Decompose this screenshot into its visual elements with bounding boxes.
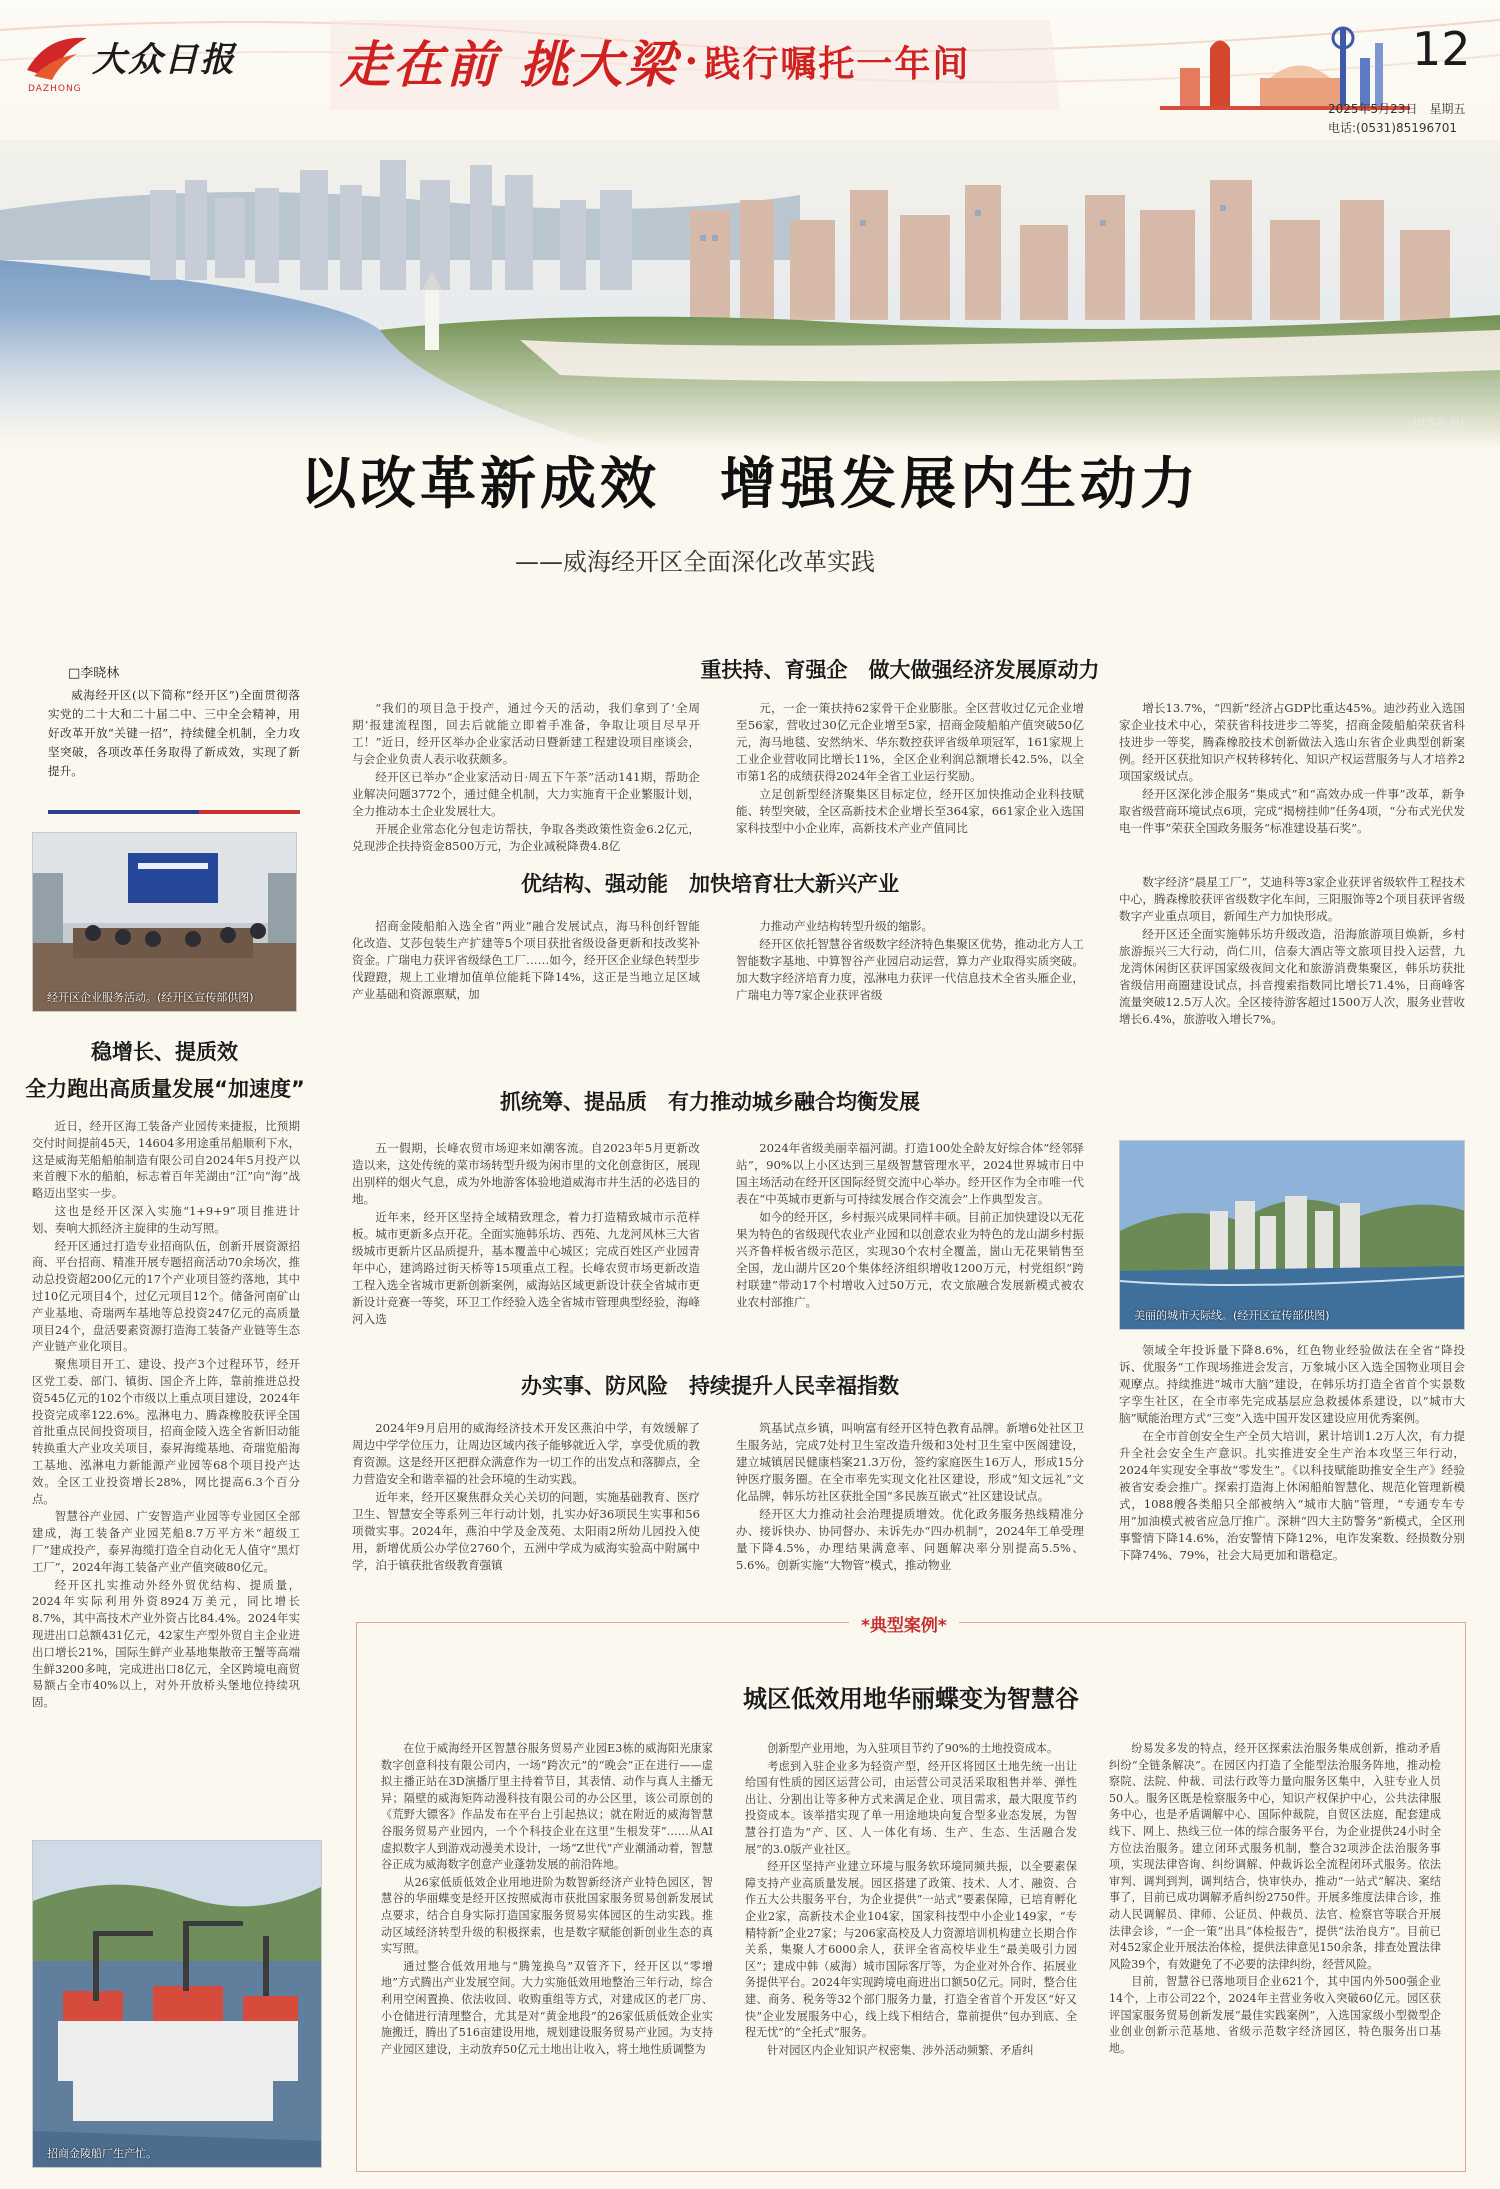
newspaper-logo-text: 大众日报 bbox=[92, 40, 236, 80]
bottom-left-photo bbox=[32, 1840, 322, 2168]
left-paragraph: 近日，经开区海工装备产业园传来捷报，比预期交付时间提前45天，14604多用途重吊船顺利下水，这是威海芜船船舶制造有限公司自2024年5月投产以来首艘下水的船舶，标志着百年芜湖由“江”向“海”战略迈出坚实一步。 bbox=[32, 1119, 300, 1201]
case-paragraph: 针对园区内企业知识产权密集、涉外活动频繁、矛盾纠 bbox=[767, 2043, 1034, 2057]
section2-paragraph: 招商金陵船舶入选全省“两业”融合发展试点，海马科创纤智能化改造、艾莎包装生产扩建等5个项目获批省级设备更新和技改奖补资金。广瑞电力获评省级绿色工厂……如今，经开区企业绿色转型步伐蹬蹬，规上工业增加值单位能耗下降14%，这正是当地立足区域产业基础和资源禀赋，加 bbox=[352, 919, 700, 1001]
section1-paragraph: 开展企业常态化分包走访帮扶，争取各类政策性资金6.2亿元，兑现涉企扶持资金8500万元，为企业减税降费4.8亿 bbox=[352, 822, 700, 853]
section3-paragraph: 如今的经开区，乡村振兴成果同样丰硕。目前正加快建设以无花果为特色的省级现代农业产业园和以创意农业为特色的龙山湖乡村振兴齐鲁样板省级示范区，实现30个农村全覆盖，崮山无花果销售至全国，龙山湖片区20个集体经济组织增收1200万元，村党组织“跨村联建”带动17个村增收入过50万元，农文旅融合发展新模式被农业农村部推广。 bbox=[736, 1210, 1084, 1309]
right-photo-caption: 美丽的城市天际线。(经开区宣传部供图) bbox=[1134, 1309, 1330, 1322]
section4-col2 bbox=[736, 1420, 1084, 1575]
section1-paragraph: 增长13.7%，“四新”经济占GDP比重达45%。迪沙药业入选国家企业技术中心，荣获省科技进步二等奖，招商金陵船舶荣获省科技进步一等奖，腾森橡胶技术创新做法入选山东省企业典型创新案例。经开区获批知识产权转移转化、知识产权运营服务与人才培养2项国家级试点。 bbox=[1119, 701, 1465, 783]
section1-col1 bbox=[352, 700, 700, 856]
left-paragraph: 聚焦项目开工、建设、投产3个过程环节，经开区党工委、部门、镇街、国企齐上阵，靠前推进总投资545亿元的102个市级以上重点项目建设，2024年投资完成率122.6%。泓淋电力、腾森橡胶获评全国首批重点民间投资项目，招商金陵入选全省新旧动能转换重大产业攻关项目，泰昇海缆基地、奇瑞览船海工基地、泓淋电力新能源产业园等68个项目投产达效。全区工业投资增长28%，网比提高6.3个百分点。 bbox=[32, 1357, 300, 1506]
section4-paragraph: 近年来，经开区聚焦群众关心关切的问题，实施基础教育、医疗卫生、智慧安全等系列三年行动计划，扎实办好36项民生实事和56项微实事。2024年，燕泊中学及金茂苑、太阳雨2所幼儿园投入使用，新增优质公办学位2760个，五洲中学成为威海实验高中附属中学，泊于镇获批省级教育强镇 bbox=[352, 1490, 700, 1572]
skyline-photo bbox=[1120, 1141, 1465, 1330]
section4-col1 bbox=[352, 1420, 700, 1575]
case-box-col1 bbox=[381, 1741, 713, 2059]
section1-paragraph: 立足创新型经济聚集区目标定位，经开区加快推动企业科技赋能、转型突破，全区高新技术企业增长至364家，661家企业入选国家科技型中小企业库，高新技术产业产值同比 bbox=[736, 787, 1084, 835]
left-section-body bbox=[32, 1118, 300, 1712]
case-paragraph: 从26家低质低效企业用地进阶为数智新经济产业特色园区，智慧谷的华丽蝶变是经开区按照威海市获批国家服务贸易创新发展试点要求，结合自身实际打造国家服务贸易实体园区的生动实践。推动区域经济转型升级的积极探索，也是数字赋能创新创业生态的真实写照。 bbox=[381, 1875, 713, 1956]
left-photo bbox=[32, 832, 297, 1012]
banner-slogan-separator: · bbox=[684, 37, 699, 85]
section1-col2 bbox=[736, 700, 1084, 838]
newspaper-logo-sub: DAZHONG bbox=[28, 84, 82, 94]
issue-date: 2025年5月23日 星期五 bbox=[1328, 102, 1466, 116]
left-section-title: 全力跑出高质量发展“加速度” bbox=[25, 1077, 305, 1101]
case-paragraph: 目前，智慧谷已落地项目企业621个，其中国内外500强企业14个，上市公司22个，2024年主营业务收入突破60亿元。园区获评国家服务贸易创新发展“最佳实践案例”，入选国家级小型微型企业创业创新示范基地、省级示范数字经济园区，特色服务出口基地。 bbox=[1109, 1975, 1441, 2055]
case-box-col2 bbox=[745, 1741, 1077, 2060]
case-paragraph: 经开区坚持产业建立环境与服务软环境同频共振，以全要素保障支持产业高质量发展。园区搭建了政策、技术、人才、融资、合作五大公共服务平台，为企业提供“一站式”要素保障，已培育孵化企业2家，高新技术企业104家，国家科技型中小企业149家，“专精特新”企业27家；与206家高校及人力资源培训机构建立长期合作关系，集聚人才6000余人，获评全省高校毕业生“最美吸引力园区”；建成中韩（威海）城市国际客厅等，为企业对外合作、拓展业务提供平台。2024年实现跨境电商进出口额50亿元。同时，整合住建、商务、税务等32个部门服务力量，打造全省首个开发区“好又快”企业发展服务中心，线上线下相结合，靠前提供“包办到底、全程无忧”的“全托式”服务。 bbox=[745, 1860, 1077, 2040]
left-section-kicker: 稳增长、提质效 bbox=[91, 1040, 238, 1064]
section1-paragraph: 元，一企一策扶持62家骨干企业膨胀。全区营收过亿元企业增至56家，营收过30亿元企业增至5家，招商金陵船舶产值突破50亿元，海马地毯、安然纳米、华东数控获评省级单项冠军，161家规上工业企业营收同比增长11%，全区企业利润总额增长42.5%，以全市第1名的成绩获得2024年全省工业运行奖励。 bbox=[736, 701, 1084, 783]
section2-col1 bbox=[352, 918, 700, 1004]
hero-photo bbox=[0, 140, 1500, 450]
right-photo bbox=[1119, 1140, 1465, 1330]
section4-title: 办实事、防风险 持续提升人民幸福指数 bbox=[521, 1374, 899, 1398]
section2-col2 bbox=[736, 918, 1084, 1005]
section2-paragraph: 力推动产业结构转型升级的缩影。 bbox=[759, 919, 934, 933]
case-paragraph: 创新型产业用地，为入驻项目节约了90%的土地投资成本。 bbox=[767, 1742, 1059, 1755]
section2-paragraph: 经开区依托智慧谷省级数字经济特色集聚区优势，推动北方人工智能数字基地、中算智谷产业园启动运营，算力产业取得实质突破。加大数字经济培育力度，泓淋电力获评一代信息技术全省头雁企业，广瑞电力等7家企业获评省级 bbox=[736, 937, 1084, 1002]
section4-paragraph: 领域全年投诉量下降8.6%，红色物业经验做法在全省“降投诉、优服务”工作现场推进会发言，万象城小区入选全国物业项目会观摩点。持续推进“城市大脑”建设，在韩乐坊打造全省首个实景数字孪生社区，在全市率先完成基层应急救援体系建设，以“城市大脑”赋能治理方式“三变”入选中国开发区建设应用优秀案例。 bbox=[1119, 1343, 1465, 1425]
case-paragraph: 通过整合低效用地与“腾笼换鸟”双管齐下，经开区以“零增地”方式腾出产业发展空间。大力实施低效用地整治三年行动，综合利用空闲置换、依法收回、收购重组等方式，对建成区的老厂房、小仓储进行清理整合，尤其是对“黄金地段”的26家低质低效企业实施搬迁，腾出了516亩建设用地，规划建设服务贸易产业园。为支持产业园区建设，主动放弃50亿元土地出让收入，将土地性质调整为 bbox=[381, 1959, 713, 2056]
case-box-col3 bbox=[1109, 1741, 1441, 2058]
section3-title: 抓统筹、提品质 有力推动城乡融合均衡发展 bbox=[500, 1090, 920, 1114]
left-paragraph: 经开区扎实推动外经外贸优结构、提质量，2024年实际利用外资8924万美元，同比增长8.7%，其中高技术产业外资占比84.4%。2024年实现进出口总额431亿元，42家生产型外贸自主企业进出口增长21%，国际生鲜产业基地集散帝王蟹等高端生鲜3200多吨，完成进出口8亿元，全区跨境电商贸易额占全市40%以上，对外开放桥头堡地位持续巩固。 bbox=[32, 1577, 300, 1710]
bottom-left-photo-caption: 招商金陵船厂生产忙。 bbox=[47, 2147, 157, 2160]
main-headline: 以改革新成效 增强发展内生动力 bbox=[300, 452, 1200, 517]
left-paragraph: 经开区通过打造专业招商队伍，创新开展资源招商、平台招商、精准开展专题招商活动70余场次，推动总投资超200亿元的17个产业项目签约落地，其中过10亿元项目4个，过亿元项目12个。储备河南矿山产业基地、奇瑞两车基地等总投资247亿元的高质量项目24个，盘活要素资源打造海工装备产业链等生态产业链产业化项目。 bbox=[32, 1238, 300, 1354]
section3-col2 bbox=[736, 1140, 1084, 1312]
section1-paragraph: “我们的项目急于投产，通过今天的活动，我们拿到了‘全周期’报建流程图，回去后就能立即着手准备，争取让项目尽早开工！”近日，经开区举办企业家活动日暨新建工程建设项目座谈会，与会企业负责人表示收获颇多。 bbox=[352, 701, 700, 766]
section3-paragraph: 近年来，经开区坚持全域精致理念，着力打造精致城市示范样板。城市更新多点开花。全面实施韩乐坊、西苑、九龙河风林三大省级城市更新片区品质提升，基本覆盖中心城区；完成百姓区产业园青年中心，建鸿路过街天桥等15项重点工程。长峰农贸市场更新改造工程入选全省城市更新创新案例，威海站区域更新设计获全省城市更新设计竞赛一等奖，环卫工作经验入选全省城市管理典型经验，海峰河入选 bbox=[352, 1210, 700, 1326]
case-paragraph: 纷易发多发的特点，经开区探索法治服务集成创新，推动矛盾纠纷“全链条解决”。在园区内打造了全能型法治服务阵地，推动检察院、法院、仲裁、司法行政等力量向服务区集中，入驻专业人员50人。服务区既是检察服务中心，知识产权保护中心，公共法律服务中心，也是矛盾调解中心、国际仲裁院，自贸区法庭，配套建成线下、网上、热线三位一体的综合服务平台，为企业提供24小时全方位法治服务。建立闭环式服务机制，整合32项涉企法治服务事项，实现法律咨询、纠纷调解、仲裁诉讼全流程闭环式服务。依法审判、调判到判，调判结合，快审快办，推动“一站式”解决、案结事了，目前已成功调解矛盾纠纷2750件。开展多维度法律合诊，推动人民调解员、律师、公证员、仲裁员、法官、检察官等联合开展法律会诊，“一企一策”出具“体检报告”，提供“法治良方”。目前已对452家企业开展法治体检，提供法律意见150余条，排查处置法律风险39个，有效避免了不必要的法律纠纷，经营风险。 bbox=[1109, 1742, 1441, 1971]
left-photo-caption: 经开区企业服务活动。(经开区宣传部供图) bbox=[47, 991, 254, 1004]
section4-paragraph: 2024年9月启用的威海经济技术开发区燕泊中学，有效缓解了周边中学学位压力，让周边区域内孩子能够就近入学，享受优质的教育资源。这是经开区把群众满意作为一切工作的出发点和落脚点，全力营造安全和谐幸福的社会环境的生动实践。 bbox=[352, 1421, 700, 1486]
shipyard-photo bbox=[33, 1841, 322, 2168]
case-box-label: *典型案例* bbox=[849, 1611, 959, 1636]
banner-slogan bbox=[340, 26, 970, 96]
newspaper-logo-icon bbox=[22, 30, 92, 86]
left-paragraph: 智慧谷产业园、广安智造产业园等专业园区全部建成，海工装备产业园芜船8.7万平方米“超级工厂”建成投产，泰昇海缆打造全自动化无人值守“黑灯工厂”，2024年海工装备产业产值突破80亿元。 bbox=[32, 1509, 300, 1574]
meeting-room-photo bbox=[33, 833, 297, 1012]
case-paragraph: 在位于威海经开区智慧谷服务贸易产业园E3栋的威海阳光康家数字创意科技有限公司内，一场“跨次元”的“晚会”正在进行——虚拟主播正站在3D演播厅里主持着节目，其表情、动作与真人主播无异；隔壁的威海矩阵动漫科技有限公司的办公区里，该公司原创的《荒野大镖客》作品发布在平台上引起热议；就在附近的威海智慧谷服务贸易产业园内，一个个科技企业在这里“生根发芽”……从AI虚拟数字人到游戏动漫美术设计，一场“Z世代”产业潮涌动着，智慧谷正成为威海数字创意产业蓬勃发展的前沿阵地。 bbox=[381, 1742, 713, 1872]
left-paragraph: 这也是经开区深入实施“1+9+9”项目推进计划、奏响大抓经济主旋律的生动写照。 bbox=[32, 1203, 300, 1235]
section2-col3 bbox=[1119, 874, 1465, 1029]
section4-paragraph: 经开区大力推动社会治理提质增效。优化政务服务热线精准分办、接诉快办、协同督办、未诉先办“四办机制”，2024年工单受理量下降4.5%，办理结果满意率、问题解决率分别提高5.5%、5.6%。创新实施“大物管”模式，推动物业 bbox=[736, 1507, 1084, 1572]
section3-paragraph: 2024年省级美丽幸福河湖。打造100处全龄友好综合体“经邻驿站”，90%以上小区达到三星级智慧管理水平，2024世界城市日中国主场活动在经开区国际经贸交流中心举办。经开区作为全市唯一代表在“中英城市更新与可持续发展合作交流会”上作典型发言。 bbox=[736, 1141, 1084, 1206]
section4-paragraph: 筑基试点乡镇，叫响富有经开区特色教育品牌。新增6处社区卫生服务站，完成7处村卫生室改造升级和3处村卫生室中医阁建设，建立城镇居民健康档案21.3万份，签约家庭医生16万人，形成15分钟医疗服务圈。在全市率先实现文化社区建设，形成“知文远礼”文化品牌，韩乐坊社区获批全国“多民族互嵌式”社区建设试点。 bbox=[736, 1421, 1084, 1503]
section2-paragraph: 经开区还全面实施韩乐坊升级改造，沿海旅游项目焕新，乡村旅游振兴三大行动，尚仁川，信泰大酒店等文旅项目投入运营，九龙湾休闲街区获评国家级夜间文化和旅游消费集聚区，韩乐坊获批省级信用商圈建设试点，抖音搜索指数同比增长71.4%，日商峰客流量突破12.5万人次。全区接待游客超过1500万人次，服务业营收增长6.4%，旅游收入增长7%。 bbox=[1119, 927, 1465, 1026]
contact-phone: 电话:(0531)85196701 bbox=[1328, 121, 1458, 135]
banner-slogan-main: 走在前 挑大梁 bbox=[340, 35, 679, 94]
section3-paragraph: 五一假期，长峰农贸市场迎来如潮客流。自2023年5月更新改造以来，这处传统的菜市场转型升级为闲市里的文化创意街区，展现出别样的烟火气息，成为外地游客体验地道威海市井生活的必选目的地。 bbox=[352, 1141, 700, 1206]
section2-title: 优结构、强动能 加快培育壮大新兴产业 bbox=[521, 872, 899, 896]
author-byline: □李晓林 bbox=[68, 666, 120, 681]
case-box bbox=[356, 1616, 1466, 2172]
case-box-title: 城区低效用地华丽蝶变为智慧谷 bbox=[743, 1685, 1079, 1713]
case-paragraph: 考虑到入驻企业多为轻资产型，经开区将园区土地先统一出让给国有性质的园区运营公司，由运营公司灵活采取租售并举、弹性出让、分割出让等多种方式来满足企业、项目需求，最大限度节约投资成本。该举措实现了单一用途地块向复合型多业态发展，为智慧谷打造为“产、区、人一体化有场、生产、生态、生活融合发展”的3.0版产业社区。 bbox=[745, 1759, 1077, 1856]
lead-divider bbox=[48, 810, 300, 814]
lead-paragraph: 威海经开区(以下简称“经开区”)全面贯彻落实党的二十大和二十届二中、三中全会精神，用好改革开放“关键一招”，持续健全机制，全力攻坚突破，各项改革任务取得了新成效，实现了新提升。 bbox=[48, 688, 300, 778]
section4-col3 bbox=[1119, 1342, 1465, 1565]
hero-photo-credit: (沈安妮 摄) bbox=[1413, 418, 1464, 429]
section4-paragraph: 在全市首创安全生产全员大培训，累计培训1.2万人次，有力提升全社会安全生产意识。扎实推进安全生产治本攻坚三年行动，2024年实现安全事故“零发生”。《以科技赋能助推安全生产》经验被省安委会推广。探索打造海上休闲船舶智慧化、规范化管理新模式，1088艘各类船只全部被纳入“城市大脑”管理，“专通专车专用”加油模式被省应急厅推广。深耕“四大主防警务”新模式，全区刑事警情下降14.6%，治安警情下降12%，电诈发案数、经损数分别下降74%、79%，社会大局更加和谐稳定。 bbox=[1119, 1429, 1465, 1562]
page-number: 12 bbox=[1412, 22, 1471, 76]
section1-paragraph: 经开区已举办“企业家活动日·周五下午茶”活动141期，帮助企业解决问题3772个，通过健全机制，大力实施育干企业繁服计划，全力推动本土企业发展壮大。 bbox=[352, 770, 700, 818]
section1-title: 重扶持、育强企 做大做强经济发展原动力 bbox=[700, 658, 1100, 682]
section2-paragraph: 数字经济“晨星工厂”，艾迪科等3家企业获评省级软件工程技术中心，腾森橡胶获评省级数字化车间，三阳服饰等2个项目获评省级数字产业重点项目，新闻生产力加快形成。 bbox=[1119, 875, 1465, 923]
section1-paragraph: 经开区深化涉企服务“集成式”和“高效办成一件事”改革，新争取省级营商环境试点6项，完成“揭榜挂帅”任务4项，“分布式光伏发电一件事”荣获全国政务服务“标准建设基石奖”。 bbox=[1119, 787, 1465, 835]
hero-photo-cityscape bbox=[0, 140, 1500, 450]
section3-col1 bbox=[352, 1140, 700, 1329]
main-subheadline: ——威海经开区全面深化改革实践 bbox=[515, 548, 875, 576]
section1-col3 bbox=[1119, 700, 1465, 838]
banner-slogan-sub: 践行嘱托一年间 bbox=[704, 43, 971, 85]
